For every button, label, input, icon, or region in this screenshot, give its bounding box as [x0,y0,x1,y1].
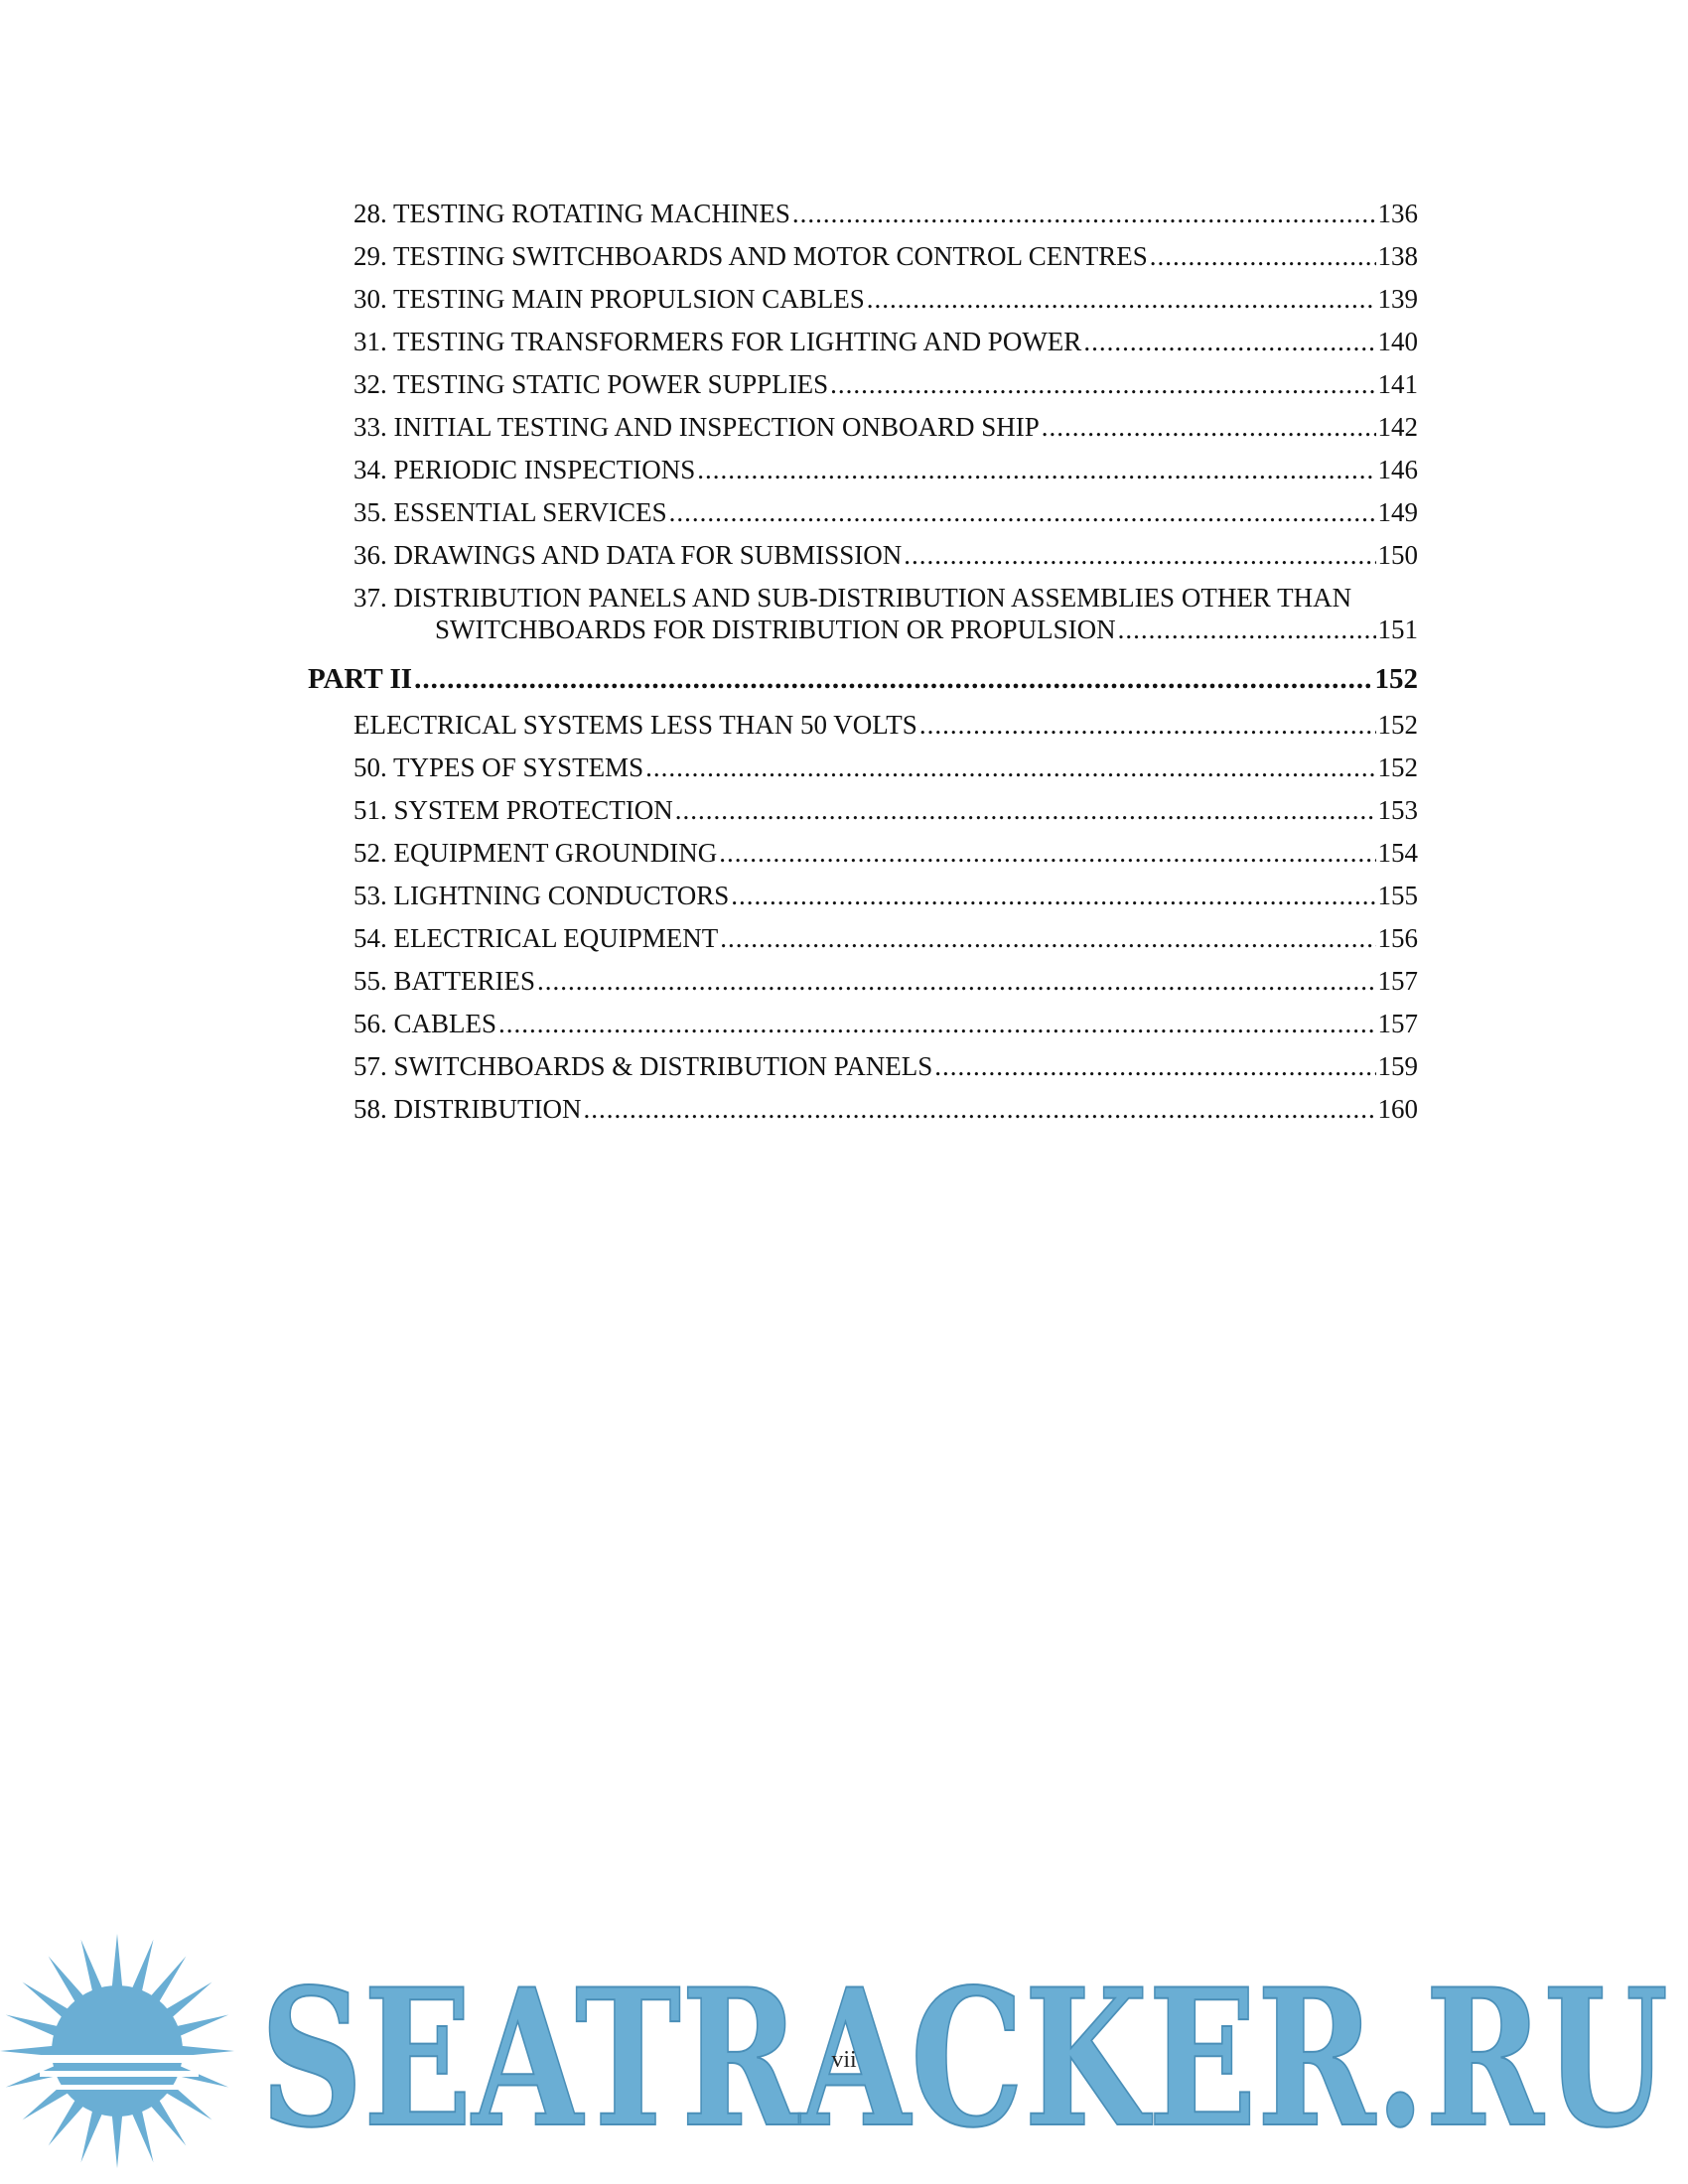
toc-entry-page: 153 [1377,795,1418,825]
toc-entry[interactable] [353,922,1418,954]
toc-entry-title: 58. DISTRIBUTION [353,1094,582,1124]
toc-entry-title: 56. CABLES [353,1009,497,1038]
toc-leader-dots [830,368,1375,400]
toc-entry-page: 138 [1377,241,1418,271]
toc-entry[interactable] [353,1008,1418,1039]
toc-entry-page: 159 [1377,1051,1418,1081]
toc-entry-page: 150 [1377,540,1418,570]
toc-entry[interactable] [353,1093,1418,1125]
sun-ray [111,2111,122,2168]
toc-leader-dots [1042,411,1376,443]
toc-entry-title: 53. LIGHTNING CONDUCTORS [353,881,730,910]
toc-leader-dots [414,663,1372,695]
toc-leader-dots [720,922,1375,954]
toc-entry-page: 140 [1377,327,1418,356]
toc-entry[interactable] [353,283,1418,315]
toc-leader-dots [669,496,1376,528]
toc-leader-dots [1083,326,1375,357]
toc-leader-dots [1118,614,1376,645]
part-page: 152 [1374,663,1418,695]
toc-entry-page: 156 [1377,923,1418,953]
toc-entry[interactable] [353,794,1418,826]
toc-entry-page: 160 [1377,1094,1418,1124]
toc-part-heading[interactable] [308,663,1418,695]
toc-entry-page: 157 [1377,1009,1418,1038]
toc-entry-page: 136 [1377,199,1418,228]
toc-entry[interactable] [353,837,1418,869]
toc-entry-title: 54. ELECTRICAL EQUIPMENT [353,923,719,953]
toc-leader-dots [731,880,1375,911]
sun-icon [0,1934,234,2168]
toc-leader-dots [675,794,1376,826]
toc-entry[interactable] [353,240,1418,272]
toc-entry-page: 139 [1377,284,1418,314]
toc-entry-page: 141 [1377,369,1418,399]
toc-entry-page: 152 [1377,752,1418,782]
toc-entry[interactable] [353,411,1418,443]
toc-leader-dots [719,837,1375,869]
toc-leader-dots [919,709,1376,741]
toc-entry-title: 28. TESTING ROTATING MACHINES [353,199,790,228]
toc-leader-dots [584,1093,1376,1125]
toc-entry-title: 57. SWITCHBOARDS & DISTRIBUTION PANELS [353,1051,933,1081]
sun-ray [177,2045,234,2056]
toc-entry-title: 37. DISTRIBUTION PANELS AND SUB-DISTRIBUTION ASSEMBLIES OTHER THAN [353,583,1352,613]
toc-entry-page: 142 [1377,412,1418,442]
toc-entry-page: 157 [1377,966,1418,996]
toc-leader-dots [934,1050,1375,1082]
toc-leader-dots [1150,240,1376,272]
toc-entry-title: 35. ESSENTIAL SERVICES [353,497,667,527]
toc-entry-title: 36. DRAWINGS AND DATA FOR SUBMISSION [353,540,903,570]
toc-entry-page: 154 [1377,838,1418,868]
toc-entry-title: 55. BATTERIES [353,966,536,996]
toc-leader-dots [645,751,1375,783]
toc-entry[interactable] [353,496,1418,528]
toc-entry-page: 149 [1377,497,1418,527]
toc-entry[interactable] [353,709,1418,741]
toc-entry-page: 146 [1377,455,1418,484]
toc-entry-title: 32. TESTING STATIC POWER SUPPLIES [353,369,829,399]
page-number: vii [831,2047,857,2073]
toc-entry-title: 33. INITIAL TESTING AND INSPECTION ONBOARD SHIP [353,412,1040,442]
toc-entry[interactable] [353,454,1418,485]
toc-leader-dots [904,539,1375,571]
toc-entry[interactable] [353,965,1418,997]
toc-entry-title: 29. TESTING SWITCHBOARDS AND MOTOR CONTROL CENTRES [353,241,1148,271]
toc-entry[interactable] [353,751,1418,783]
toc-entry-page: 151 [1377,614,1418,644]
toc-entry-title: 30. TESTING MAIN PROPULSION CABLES [353,284,865,314]
watermark-text: SEATRACKER.RU [260,1948,1668,2169]
sun-ray [0,2045,58,2056]
toc-entry[interactable] [353,539,1418,571]
toc-leader-dots [867,283,1376,315]
toc-entry-title: 52. EQUIPMENT GROUNDING [353,838,718,868]
toc-entry[interactable] [353,326,1418,357]
toc-leader-dots [498,1008,1375,1039]
toc-entry-page: 155 [1377,881,1418,910]
toc-entry-title: ELECTRICAL SYSTEMS LESS THAN 50 VOLTS [353,710,917,740]
sun-ray [111,1934,122,1991]
toc-entry-title: 34. PERIODIC INSPECTIONS [353,455,696,484]
toc-entry-title: 50. TYPES OF SYSTEMS [353,752,644,782]
toc-entry[interactable] [353,880,1418,911]
toc-leader-dots [792,198,1376,229]
toc-leader-dots [537,965,1375,997]
toc-entry-page: 152 [1377,710,1418,740]
toc-entry-title: 31. TESTING TRANSFORMERS FOR LIGHTING AND POWER [353,327,1082,356]
toc-entry[interactable] [353,582,1418,645]
toc-entry-title: 51. SYSTEM PROTECTION [353,795,673,825]
toc-entry[interactable] [353,198,1418,229]
toc-entry[interactable] [353,1050,1418,1082]
toc-entry-title-continued: SWITCHBOARDS FOR DISTRIBUTION OR PROPULSION [435,614,1116,644]
toc-leader-dots [697,454,1375,485]
part-title: PART II [308,663,413,695]
toc-entry[interactable] [353,368,1418,400]
